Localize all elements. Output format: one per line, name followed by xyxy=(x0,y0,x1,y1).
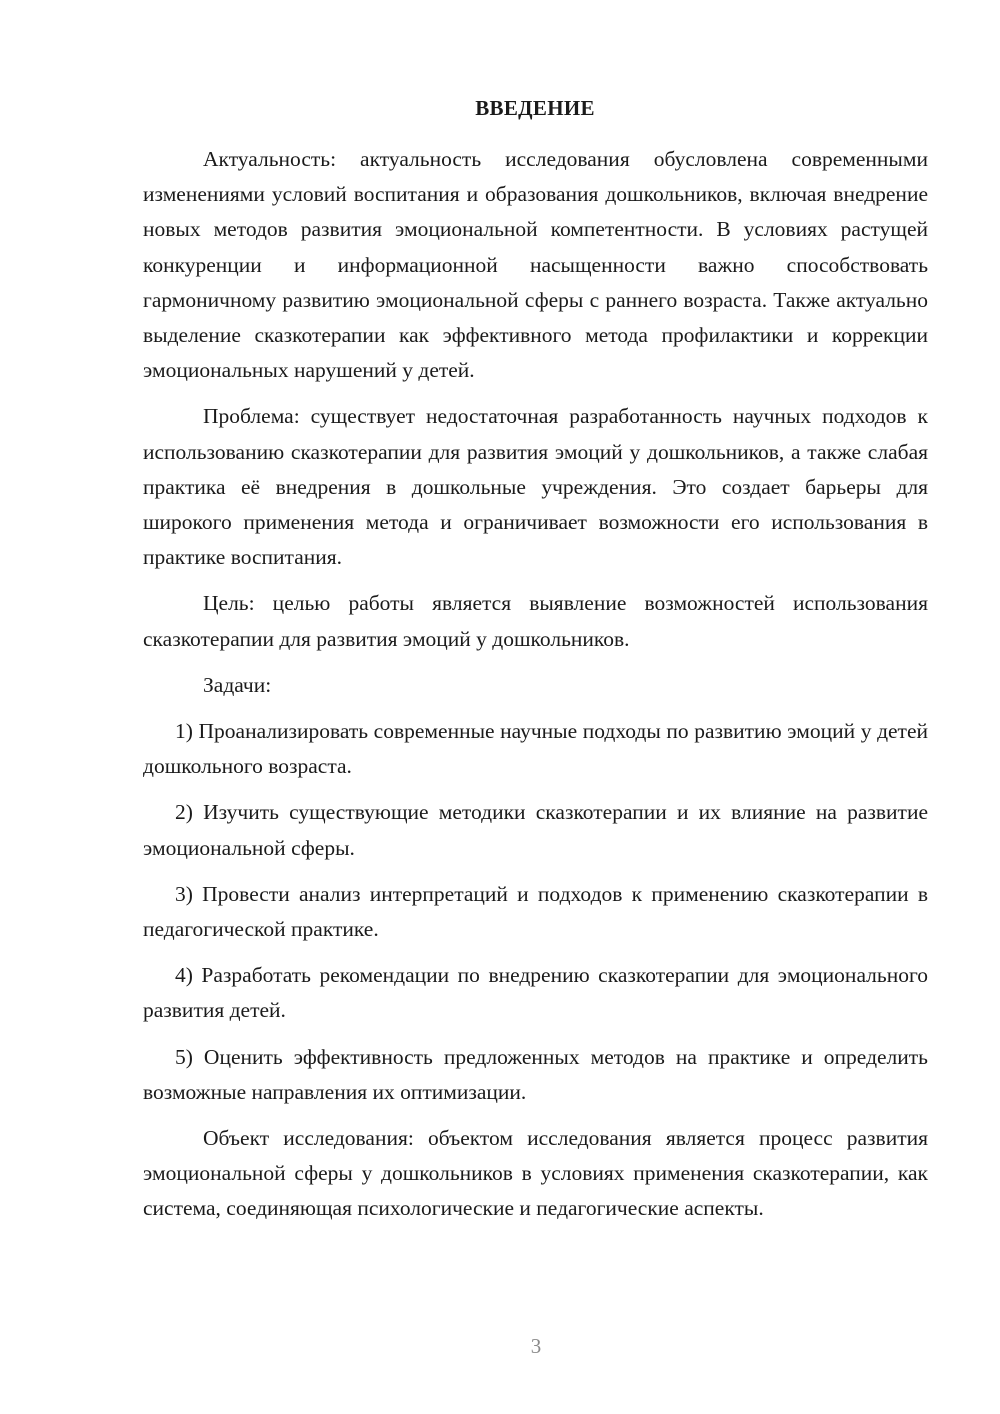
tasks-list xyxy=(143,714,928,1110)
section-title: ВВЕДЕНИЕ xyxy=(475,96,595,120)
task-item-3: 3) Провести анализ интерпретаций и подходов к применению сказкотерапии в педагогической практике. xyxy=(143,881,928,942)
paragraph-object: Объект исследования: объектом исследования является процесс развития эмоциональной сферы у дошкольников в условиях применения сказкотерапии, как система, соединяющая психологические и педагогические аспекты. xyxy=(143,1126,928,1221)
task-item-2: 2) Изучить существующие методики сказкотерапии и их влияние на развитие эмоциональной сферы. xyxy=(143,800,928,860)
tasks-heading: Задачи: xyxy=(203,672,272,697)
task-item-1: 1) Проанализировать современные научные подходы по развитию эмоций у детей дошкольного возраста. xyxy=(143,719,928,779)
page-number: 3 xyxy=(530,1334,542,1358)
task-item-5: 5) Оценить эффективность предложенных методов на практике и определить возможные направления их оптимизации. xyxy=(143,1044,928,1104)
paragraph-goal: Цель: целью работы является выявление возможностей использования сказкотерапии для развития эмоций у дошкольников. xyxy=(143,591,928,651)
task-item-4: 4) Разработать рекомендации по внедрению сказкотерапии для эмоционального развития детей. xyxy=(143,963,928,1023)
paragraph-relevance: Актуальность: актуальность исследования обусловлена современными изменениями условий воспитания и образования дошкольников, включая внедрение новых методов развития эмоциональной компетентности. В условиях растущей конкуренции и информационной насыщенности важно способствовать гармоничному развитию эмоциональной сферы с раннего возраста. Также актуально выделение сказкотерапии как эффективного метода профилактики и коррекции эмоциональных нарушений у детей. xyxy=(143,147,928,383)
document-body xyxy=(143,142,928,1238)
paragraph-problem: Проблема: существует недостаточная разработанность научных подходов к использованию сказкотерапии для развития эмоций у дошкольников, а также слабая практика её внедрения в дошкольные учреждения. Это создает барьеры для широкого применения метода и ограничивает возможности его использования в практике воспитания. xyxy=(143,404,928,570)
